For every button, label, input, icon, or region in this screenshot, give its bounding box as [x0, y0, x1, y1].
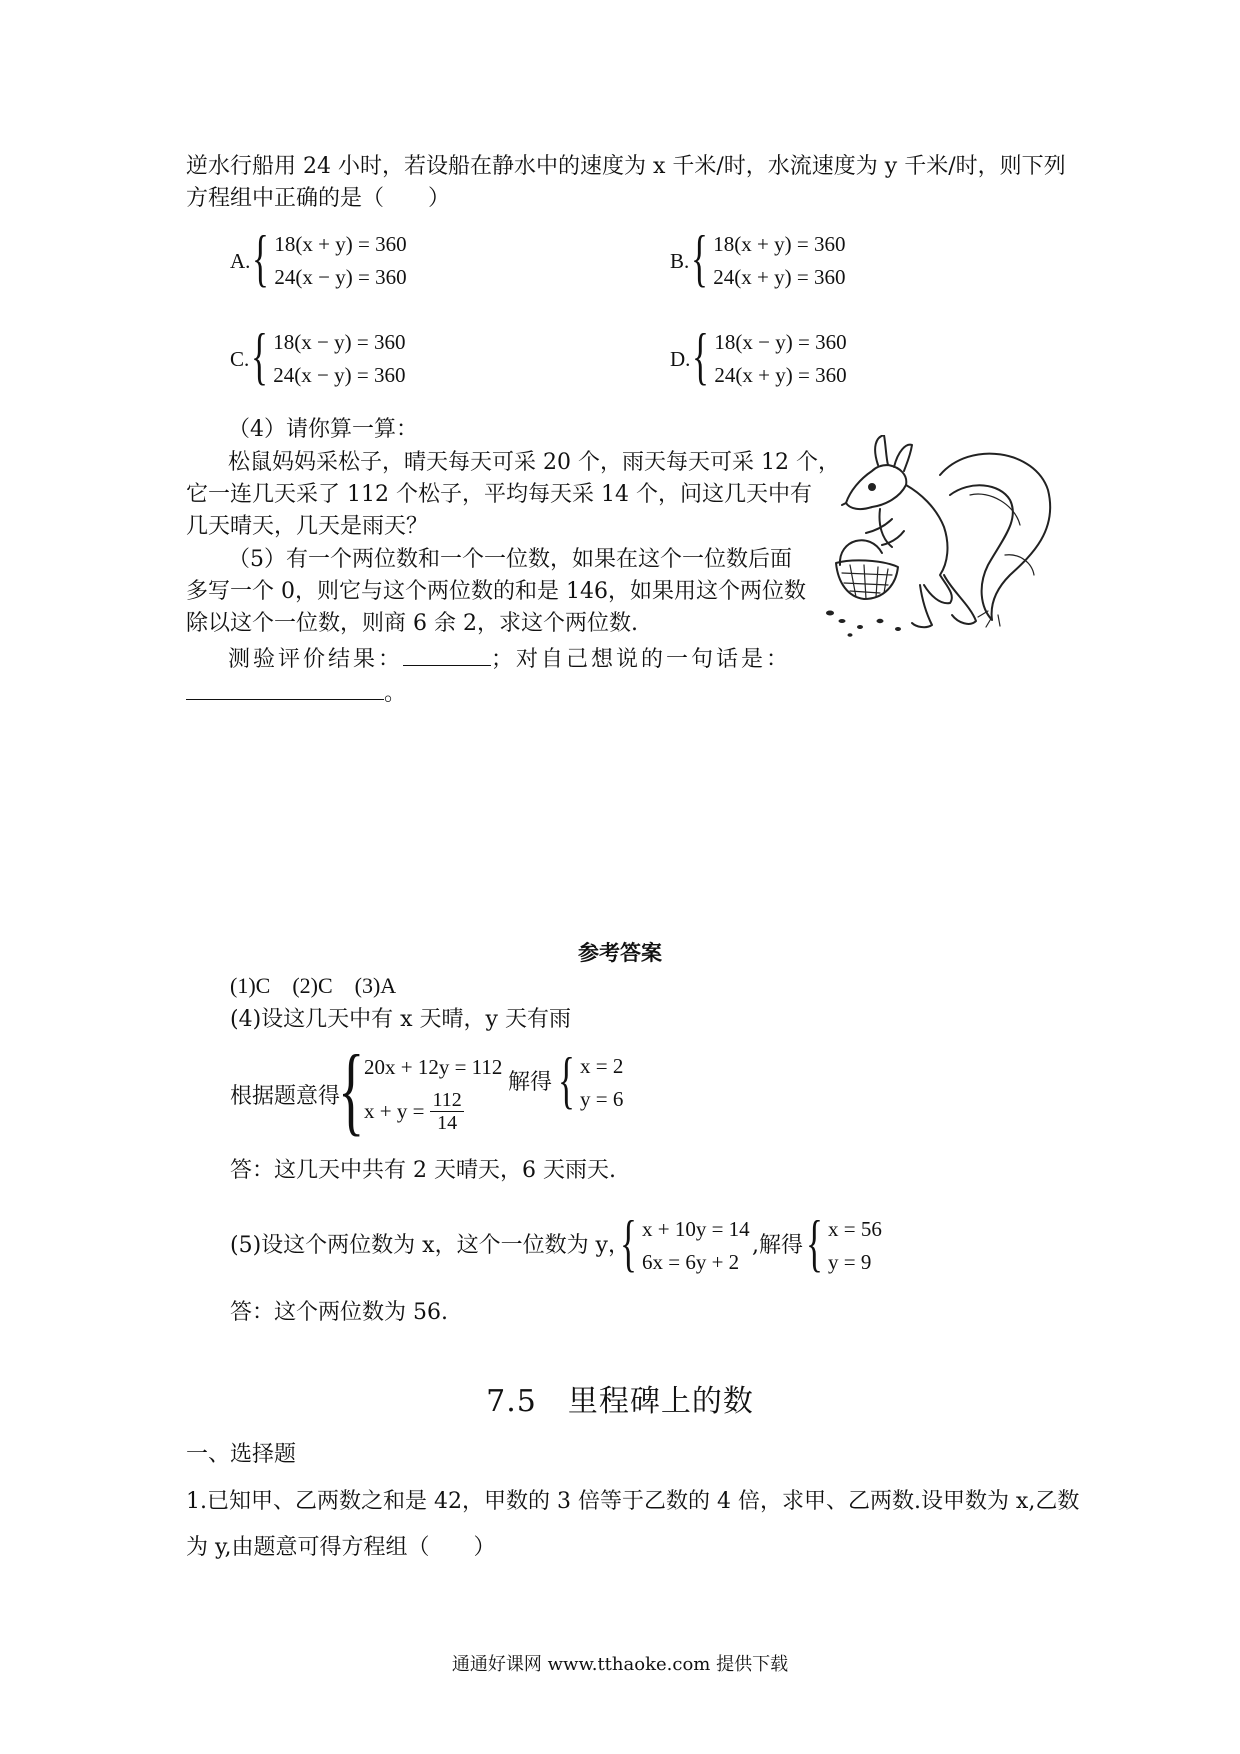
- equation: 18(x − y) = 360: [273, 330, 406, 354]
- answers-q4-solve: 解得: [508, 1070, 553, 1095]
- q5-line2: 多写一个 0，则它与这个两位数的和是 146，如果用这个两位数: [186, 579, 806, 604]
- option-a: [230, 222, 407, 294]
- answers-q5-answer: 答：这个两位数为 56.: [230, 1300, 448, 1325]
- brace-icon: {: [251, 320, 269, 391]
- option-label: C.: [230, 346, 250, 371]
- equation: 24(x + y) = 360: [714, 363, 847, 387]
- evaluation-line: [228, 643, 791, 675]
- equation-left: x + y =: [364, 1098, 425, 1123]
- option-label: D.: [670, 346, 691, 371]
- brace-icon: {: [806, 1207, 823, 1278]
- option-label: B.: [670, 248, 690, 273]
- equation: 24(x − y) = 360: [274, 265, 407, 289]
- brace-icon: {: [620, 1207, 637, 1278]
- q3-line2: 方程组中正确的是（ ）: [186, 186, 451, 211]
- option-c: [230, 320, 406, 392]
- section-part: 一、选择题: [186, 1442, 297, 1467]
- answers-q4-solution: [558, 1044, 624, 1116]
- equation: x = 56: [828, 1217, 882, 1241]
- answers-q5-solve: ,解得: [752, 1233, 803, 1258]
- answers-q5-system: [620, 1207, 750, 1279]
- answers-title: 参考答案: [578, 941, 662, 965]
- equation: y = 6: [580, 1087, 624, 1111]
- answers-q5-setup: (5)设这个两位数为 x，这个一位数为 y，: [230, 1233, 630, 1258]
- answers-q4-lead: 根据题意得: [230, 1084, 341, 1109]
- section-q1-line1: 1.已知甲、乙两数之和是 42，甲数的 3 倍等于乙数的 4 倍，求甲、乙两数.设甲数为 x,乙数: [186, 1489, 1080, 1514]
- option-d: [670, 320, 847, 392]
- brace-icon: {: [558, 1044, 575, 1115]
- q4-line2: 它一连几天采了 112 个松子，平均每天采 14 个，问这几天中有: [186, 482, 812, 507]
- answers-q4-system: [338, 1034, 503, 1145]
- equation: y = 9: [828, 1250, 872, 1274]
- equation: 18(x + y) = 360: [713, 232, 846, 256]
- answers-line1: (1)C (2)C (3)A: [230, 973, 397, 998]
- option-b: [670, 222, 846, 294]
- answers-q4-answer: 答：这几天中共有 2 天晴天，6 天雨天.: [230, 1158, 616, 1183]
- comment-blank[interactable]: [186, 677, 384, 700]
- equation: 24(x + y) = 360: [713, 265, 846, 289]
- comment-line: [186, 677, 406, 709]
- brace-icon: {: [252, 222, 270, 293]
- period: 。: [384, 681, 407, 706]
- section-q1-line2: 为 y,由题意可得方程组（ ）: [186, 1535, 496, 1560]
- equation: 6x = 6y + 2: [642, 1250, 740, 1274]
- q4-heading: （4）请你算一算：: [228, 417, 418, 442]
- option-label: A.: [230, 248, 251, 273]
- brace-icon: {: [338, 1034, 365, 1145]
- squirrel-illustration: [820, 435, 1060, 655]
- equation: 18(x − y) = 360: [714, 330, 847, 354]
- q5-line1: （5）有一个两位数和一个一位数，如果在这个一位数后面: [228, 547, 792, 572]
- q4-line3: 几天晴天，几天是雨天？: [186, 514, 429, 539]
- answers-q4-setup: (4)设这几天中有 x 天晴，y 天有雨: [230, 1007, 571, 1032]
- fraction-denominator: 14: [437, 1111, 458, 1134]
- evaluation-label: 测验评价结果：: [228, 647, 404, 672]
- equation: 24(x − y) = 360: [273, 363, 406, 387]
- brace-icon: {: [692, 320, 710, 391]
- section-title: 7.5 里程碑上的数: [486, 1384, 754, 1419]
- fraction-numerator: 112: [432, 1088, 462, 1111]
- q5-line3: 除以这个一位数，则商 6 余 2，求这个两位数.: [186, 611, 638, 636]
- result-blank[interactable]: [403, 643, 491, 666]
- q3-line1: 逆水行船用 24 小时，若设船在静水中的速度为 x 千米/时，水流速度为 y 千米/时，则下列: [186, 154, 1066, 179]
- answers-q5-solution: [806, 1207, 882, 1279]
- q4-line1: 松鼠妈妈采松子，晴天每天可采 20 个，雨天每天可采 12 个，: [228, 450, 840, 475]
- equation: 18(x + y) = 360: [274, 232, 407, 256]
- evaluation-label-2: ；对自己想说的一句话是：: [491, 647, 792, 672]
- equation: x = 2: [580, 1054, 624, 1078]
- equation: 20x + 12y = 112: [364, 1055, 503, 1079]
- equation: x + 10y = 14: [642, 1217, 750, 1241]
- brace-icon: {: [691, 222, 709, 293]
- page-footer: 通通好课网 www.tthaoke.com 提供下载: [451, 1654, 789, 1675]
